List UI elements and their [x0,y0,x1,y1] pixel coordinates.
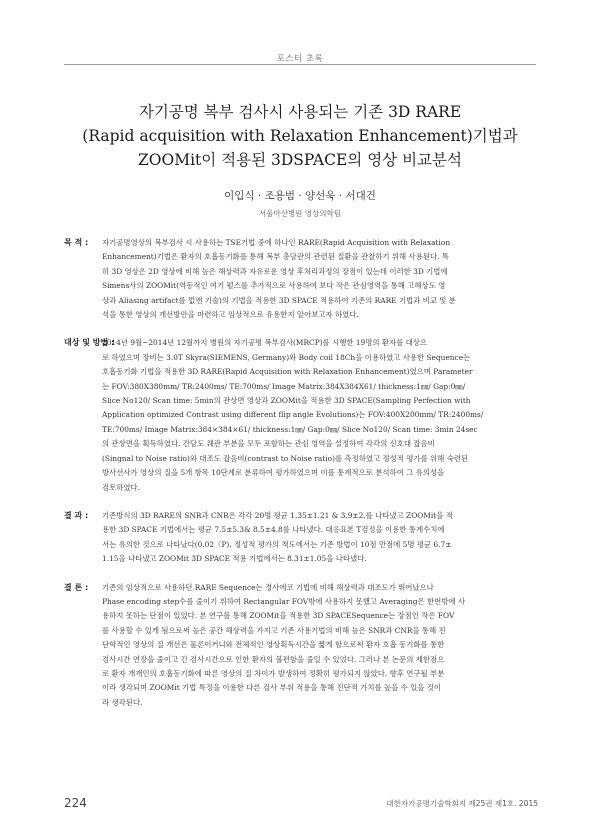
header-divider [64,64,536,65]
section-label: 목 적 : [64,238,89,247]
abstract-body [64,236,540,710]
section-text [102,236,540,322]
text-line: 의 관상면을 획득하였다. 간담도 췌관 부분을 모두 포함하는 관심 영역을 설정하여 각각의 신호대 잡음비 [102,439,435,449]
text-line: Phase encoding step수를 줄이기 위하여 Rectangular FOV밖에 사용하지 못했고 Averaging은 한번밖에 사 [102,596,466,606]
text-line: 방사선사가 영상의 질을 5개 항목 10단계로 분류하여 평가하였으며 이를 통계적으로 분석하여 그 유의성을 [102,468,445,478]
text-line: 검토하였다. [102,482,141,492]
text-line: 라 생각된다. [102,697,143,707]
title-line-1: 자기공명 복부 검사시 사용되는 기존 3D RARE [138,103,462,121]
text-line: Enhancement)기법은 환자의 호흡동기화를 통해 복부 총담관의 관련된 질환을 관찰하기 위해 사용된다. 특 [102,252,449,262]
section-header-label: 포스터 초록 [276,54,324,64]
text-line: 검사시간 연장을 줄이고 긴 검사시간으로 인한 환자의 불편함을 줄일 수 있었다. 그러나 본 논문의 제한점으 [102,654,445,664]
title-line-2: (Rapid acquisition with Relaxation Enhancement)기법과 [82,127,518,145]
text-line: 기존방식의 3D RARE의 SNR과 CNR은 각각 20명 평균 1.35±1.21 & 3.9±2.를 나타냈고 ZOOMit을 적 [102,510,453,520]
section-results [64,509,540,567]
text-line: 로 환자 개개인의 호흡동기화에 따른 영상의 질 차이가 발생하여 정확히 평가되지 않았다. 향후 연구될 부분 [102,668,445,678]
text-line: TE:700ms/ Image Matrix:384×384×61/ thickness:1㎜/ Gap:0㎜/ Slice No120/ Scan time: 3min 24sec [102,424,478,434]
section-text [102,336,540,494]
text-line: Simens사의 ZOOMit(역동적인 여기 펄스를 추가적으로 사용하여 보다 작은 관심영역을 통해 고해상도 영 [102,281,446,291]
text-line: 로 하였으며 장비는 3.0T Skyra(SIEMENS, Germany)와 Body coil 18Ch을 이용하였고 사용한 Sequence는 [102,352,471,362]
text-line: 1.15을 나타냈고 ZOOMit 3D SPACE 적용 기법에서는 8.31±1.05을 나타냈다. [102,554,367,564]
text-line: 호흡동기화 기법을 적용한 3D RARE(Rapid Acquisition with Relaxation Enhancement)였으며 Parameter [102,367,473,377]
section-label: 대상 및 방법 : [64,338,115,348]
section-label: 결 과 : [64,510,89,520]
text-line: Application optimized Contrast using different flip angle Evolutions)는 FOV:400X200mm/ TR:2400ms/ [102,410,484,420]
text-line: 기존의 임상적으로 사용하던 RARE Sequence는 경사에코 기법에 비해 해상력과 대조도가 뛰어났으나 [102,582,434,592]
section-text [102,581,540,711]
text-line: 서는 유의한 것으로 나타났다(0.02〈P). 정성적 평가의 척도에서는 기존 방법이 10점 만점에 5명 평균 6.7± [102,539,452,549]
text-line: 자기공명영상의 복부검사 시 사용하는 TSE기법 중에 하나인 RARE(Rapid Acquisition with Relaxation [102,238,451,247]
text-line: Slice No120/ Scan time: 5min의 관상면 영상과 ZOOMit을 적용한 3D SPACE(Sampling Perfection with [102,396,471,406]
section-conclusion [64,581,540,711]
section-methods [64,336,540,494]
section-text [102,509,540,567]
text-line: 상과 Aliasing artifact를 없앤 기술)의 기법을 적용한 3D SPACE 적용하여 기존의 RARE 기법과 비교 및 분 [102,295,456,305]
page-number: 224 [64,796,87,810]
text-line: 단학적인 영상의 질 개선은 물론이거니와 전체적인 영상획득시간을 짧게 함으로써 환자 호흡 동기화를 통한 [102,640,445,650]
text-line: 를 사용할 수 있게 됨으로써 높은 공간 해상력을 가지고 기존 사용기법의 비해 높은 SNR과 CNR을 통해 진 [102,625,446,635]
text-line: (Singnal to Noise ratio)와 대조도 잡음비(contrast to Noise ratio)를 측정하였고 정성적 평가를 위해 숙련된 [102,453,469,463]
affiliation: 서울아산병원 영상의학팀 [258,209,342,218]
text-line: 2014년 9월~2014년 12월까지 병원의 자기공명 복부검사(MRCP)를 시행한 19명의 환자를 대상으 [102,338,428,348]
title-line-3: ZOOMit이 적용된 3DSPACE의 영상 비교분석 [138,151,462,169]
author-list: 이입식 · 조용범 · 양선욱 · 서대건 [224,190,376,202]
journal-citation: 대한자기공명기술학회지 제25권 제1호. 2015 [386,799,538,808]
section-label: 결 론 : [64,582,89,592]
text-line: 히 3D 영상은 2D 영상에 비해 높은 해상력과 자유로운 영상 후처리과정의 장점이 있는데 이러한 3D 기법에 [102,266,448,276]
section-purpose [64,236,540,322]
text-line: 이라 생각되며 ZOOMit 기법 특징을 이용한 다른 검사 부위 적용을 통해 진단적 가치를 높을 수 있을 것이 [102,683,442,693]
paper-title [40,100,560,172]
text-line: 용하지 못하는 단점이 있었다. 본 연구를 통해 ZOOMit을 적용한 3D SPACESequence는 장점인 작은 FOV [102,611,455,621]
text-line: 석을 통한 영상의 개선방안을 마련하고 임상적으로 유용한지 알아보고자 하였다. [102,310,359,320]
text-line: 는 FOV:380X380mm/ TR:2400ms/ TE:700ms/ Image Matrix:384X384X61/ thickness:1㎜/ Gap:0㎜/ [102,381,466,391]
text-line: 용한 3D SPACE 기법에서는 평균 7.5±5.3& 8.5±4.8를 나타냈다. 대응표본 T검정을 이용한 통계수치에 [102,525,445,535]
